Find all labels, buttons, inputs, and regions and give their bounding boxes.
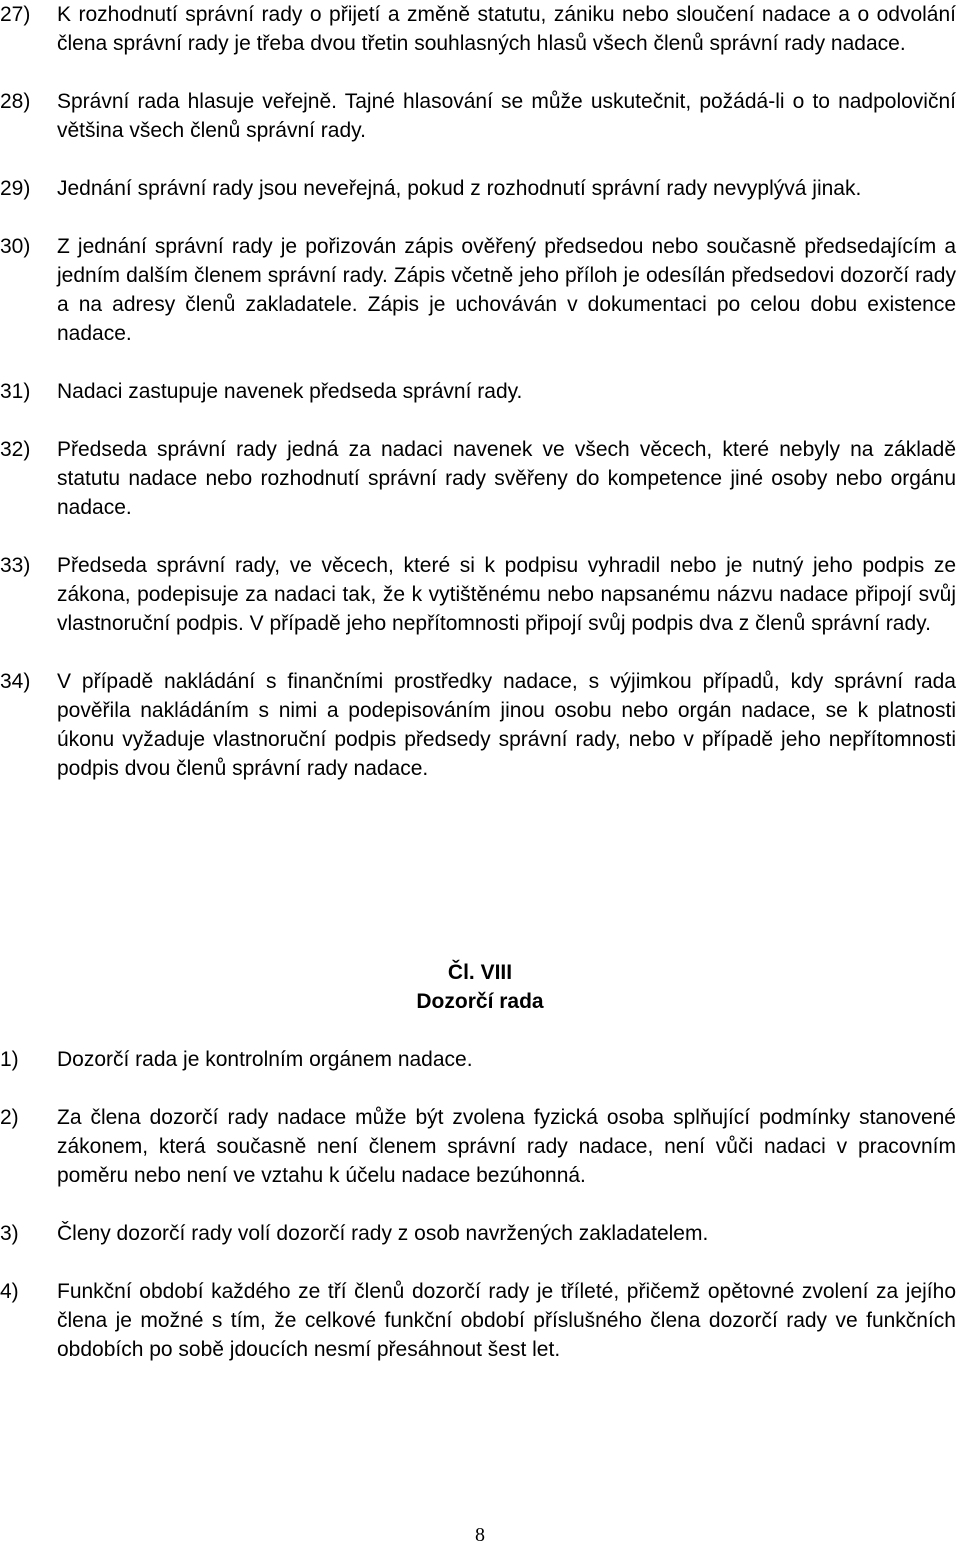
- item-number: 27): [0, 3, 31, 26]
- list-item: [0, 1103, 956, 1190]
- list-item: [0, 1045, 956, 1074]
- item-text: Za člena dozorčí rady nadace může být zvolena fyzická osoba splňující podmínky stanovené zákonem, která současně není členem správní rady nadace, není vůči nadaci v pracovním poměru nebo není ve vztahu k účelu nadace bezúhonná.: [57, 1106, 956, 1187]
- list-item: [0, 1219, 956, 1248]
- item-text: Předseda správní rady, ve věcech, které si k podpisu vyhradil nebo je nutný jeho podpis ze zákona, podepisuje za nadaci tak, že k vytištěnému nebo napsanému názvu nadace připojí svůj vlastnoruční podpis. V případě jeho nepřítomnosti připojí svůj podpis dva z členů správní rady.: [57, 554, 956, 635]
- item-number: 28): [0, 90, 31, 113]
- list-item: [0, 551, 956, 638]
- item-number: 3): [0, 1222, 19, 1245]
- item-number: 32): [0, 438, 31, 461]
- item-text: Správní rada hlasuje veřejně. Tajné hlasování se může uskutečnit, požádá-li o to nadpoloviční většina všech členů správní rady.: [57, 90, 956, 142]
- list-item: [0, 0, 956, 58]
- item-text: Členy dozorčí rady volí dozorčí rady z osob navržených zakladatelem.: [57, 1222, 709, 1245]
- item-number: 1): [0, 1048, 19, 1071]
- page-number: 8: [475, 1524, 485, 1546]
- item-text: Jednání správní rady jsou neveřejná, pokud z rozhodnutí správní rady nevyplývá jinak.: [57, 177, 862, 200]
- item-text: Nadaci zastupuje navenek předseda správní rady.: [57, 380, 523, 403]
- list-item: [0, 435, 956, 522]
- list-item: [0, 87, 956, 145]
- item-number: 34): [0, 670, 31, 693]
- item-number: 4): [0, 1280, 19, 1303]
- item-number: 2): [0, 1106, 19, 1129]
- list-item: [0, 174, 956, 203]
- item-text: Funkční období každého ze tří členů dozorčí rady je tříleté, přičemž opětovné zvolení za jejího člena je možné s tím, že celkové funkční období příslušného člena dozorčí rady ve funkčních obdobích po sobě jdoucích nesmí přesáhnout šest let.: [57, 1280, 956, 1361]
- article-title: Dozorčí rada: [416, 990, 544, 1013]
- list-item: [0, 667, 956, 783]
- item-number: 31): [0, 380, 31, 403]
- item-text: Dozorčí rada je kontrolním orgánem nadace.: [57, 1048, 473, 1071]
- item-text: Předseda správní rady jedná za nadaci navenek ve všech věcech, které nebyly na základě statutu nadace nebo rozhodnutí správní rady svěřeny do kompetence jiné osoby nebo orgánu nadace.: [57, 438, 956, 519]
- item-text: Z jednání správní rady je pořizován zápis ověřený předsedou nebo současně předsedajícím a jedním dalším členem správní rady. Zápis včetně jeho příloh je odesílán předsedovi dozorčí rady a na adresy členů zakladatele. Zápis je uchováván v dokumentaci po celou dobu existence nadace.: [57, 235, 956, 345]
- item-number: 30): [0, 235, 31, 258]
- article-number: Čl. VIII: [447, 961, 513, 984]
- list-item: [0, 232, 956, 348]
- item-number: 33): [0, 554, 31, 577]
- list-item: [0, 377, 956, 406]
- section-supervisory-board: [0, 1045, 956, 1364]
- item-number: 29): [0, 177, 31, 200]
- list-item: [0, 1277, 956, 1364]
- item-text: V případě nakládání s finančními prostředky nadace, s výjimkou případů, kdy správní rada pověřila nakládáním s nimi a podepisováním jinou osobu nebo orgán nadace, se k platnosti úkonu vyžaduje vlastnoruční podpis předsedy správní rady, nebo v případě jeho nepřítomnosti podpis dvou členů správní rady nadace.: [57, 670, 956, 780]
- item-text: K rozhodnutí správní rady o přijetí a změně statutu, zániku nebo sloučení nadace a o odvolání člena správní rady je třeba dvou třetin souhlasných hlasů všech členů správní rady nadace.: [57, 3, 956, 55]
